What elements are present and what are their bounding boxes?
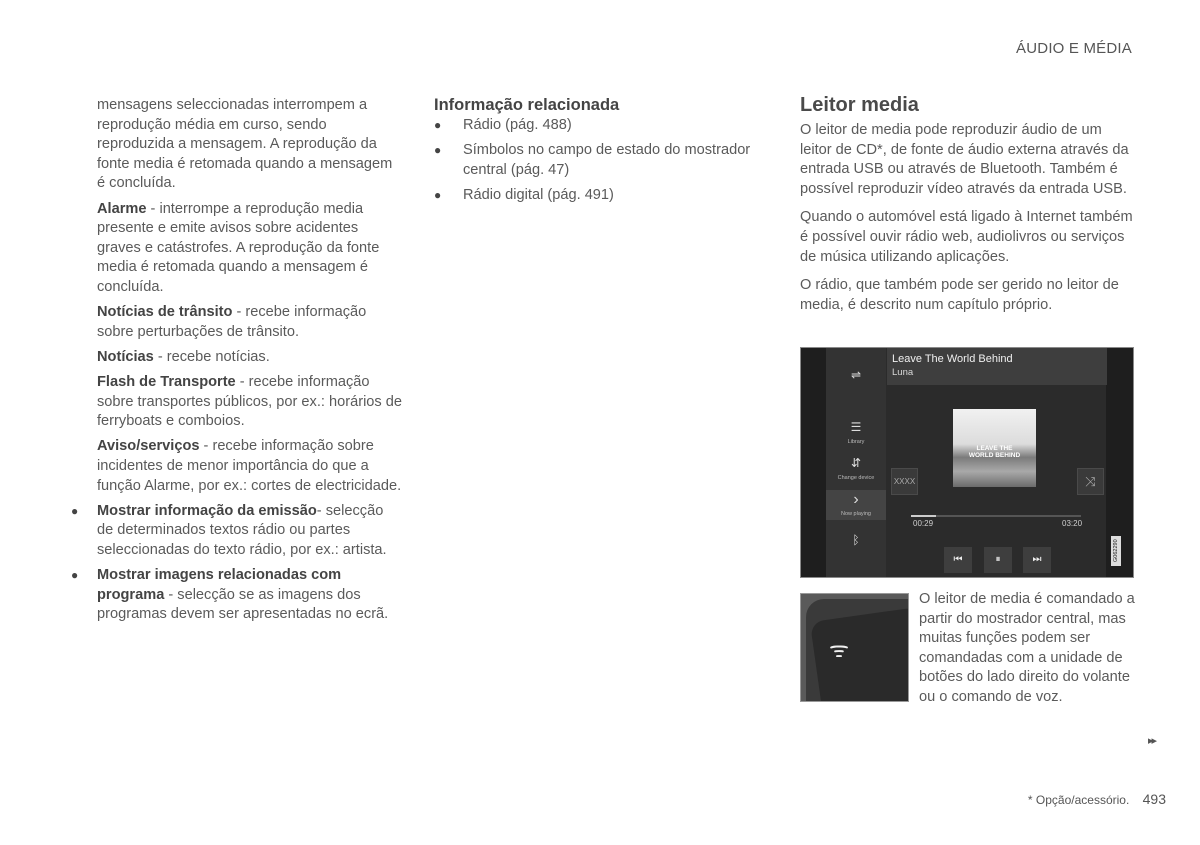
progress-fill (911, 515, 936, 517)
voice-button (810, 607, 909, 702)
bullet-dot-icon: ● (71, 568, 79, 583)
bullet-dot-icon: ● (434, 187, 442, 202)
bullet-term: Mostrar imagens relacionadas com programa (97, 567, 342, 603)
usb-icon: ⇌ (850, 368, 862, 382)
column-left (71, 96, 403, 631)
definition-text: - recebe informação sobre incidentes de menor importância do que a função Alarme, por ex.: cortes de electricidade. (97, 438, 402, 494)
column-middle (434, 96, 774, 211)
continue-arrows-icon: ▸▸ (1148, 735, 1156, 747)
bullet-dot-icon: ● (434, 118, 442, 132)
bullet-item (71, 566, 402, 625)
voice-control-icon: ᯤ (829, 637, 850, 662)
definition-term: Flash de Transporte (97, 374, 236, 391)
definition-item (97, 348, 402, 368)
definition-term: Alarme (97, 200, 147, 217)
time-elapsed: 00:29 (913, 519, 934, 528)
sidebar-label-now-playing: Now playing (841, 511, 871, 517)
artist-name: Luna (892, 367, 914, 378)
related-link[interactable] (434, 116, 774, 136)
related-link-text[interactable]: Símbolos no campo de estado do mostrador central (pág. 47) (463, 142, 751, 178)
definition-item (97, 303, 402, 342)
related-info-heading: Informação relacionada (434, 96, 620, 114)
footnote: * Opção/acessório. (1027, 793, 1130, 807)
photo-caption: O leitor de media é comandado a partir do mostrador central, mas muitas funções podem ser comandadas com a unidade de botões do lado direito do volante ou o comando de voz. (919, 591, 1135, 705)
definition-term: Notícias de trânsito (97, 304, 233, 321)
steering-wheel-photo (800, 593, 909, 702)
library-icon: ☰ (850, 420, 862, 434)
body-paragraph: Quando o automóvel está ligado à Internet também é possível ouvir rádio web, audiolivros ou serviços de música utilizando aplicações. (800, 209, 1133, 265)
change-device-icon: ⇵ (850, 456, 862, 470)
definition-term: Notícias (97, 348, 154, 365)
image-reference-id: G062290 (1111, 536, 1121, 566)
song-title: Leave The World Behind (892, 353, 1013, 365)
column-right (800, 94, 1134, 324)
bullet-text: - selecção de determinados textos rádio ou partes seleccionadas do texto rádio, por ex.: artista. (97, 502, 387, 559)
bullet-item (71, 502, 402, 561)
progress-bar (911, 515, 1081, 517)
section-title: Leitor media (800, 94, 919, 116)
bluetooth-icon: ᛒ (852, 533, 860, 547)
related-link[interactable] (434, 186, 774, 206)
bullet-term: Mostrar informação da emissão (97, 502, 317, 519)
album-cover (953, 409, 1036, 487)
definition-text: - recebe informação sobre transportes públicos, por ex.: horários de ferryboats e comboios. (97, 374, 403, 430)
definition-text: - recebe informação sobre perturbações de trânsito. (97, 304, 367, 340)
body-paragraph: O leitor de media pode reproduzir áudio de um leitor de CD*, de fonte de áudio externa através da entrada USB ou através de Bluetooth. Também é possível reproduzir vídeo através da entrada USB. (800, 122, 1129, 197)
sidebar-label-change-device: Change device (837, 475, 875, 481)
bullet-dot-icon: ● (71, 503, 79, 518)
page-footer (1028, 791, 1166, 807)
previous-track-icon: ⏮ (944, 547, 972, 573)
definition-item (97, 437, 402, 496)
related-link-text[interactable]: Rádio (pág. 488) (463, 117, 572, 133)
definition-item (97, 373, 402, 432)
page-number: 493 (1142, 791, 1166, 807)
pause-icon: ⏸ (984, 547, 1012, 573)
bullet-text: - selecção se as imagens dos programas devem ser apresentadas no ecrã. (97, 586, 389, 623)
section-header: ÁUDIO E MÉDIA (1016, 40, 1132, 57)
definition-text: - interrompe a reprodução media presente e emite avisos sobre acidentes graves e catástrofes. A reprodução da fonte media é retomada quando a mensagem é concluída. (97, 200, 380, 295)
intro-paragraph: mensagens seleccionadas interrompem a reprodução média em curso, sendo reproduzida a mensagem. A reprodução da fonte media é retomada quando a mensagem é concluída. (97, 97, 393, 192)
definition-term: Aviso/serviços (97, 438, 200, 455)
definition-text: - recebe notícias. (153, 348, 270, 365)
screen-left-bezel (801, 348, 826, 577)
body-paragraph: O rádio, que também pode ser gerido no leitor de media, é descrito num capítulo próprio. (800, 277, 1119, 313)
left-side-button: XXXX (891, 468, 918, 495)
shuffle-icon: ⤨ (1077, 468, 1104, 495)
album-cover-line: LEAVE THE (976, 445, 1013, 452)
sidebar-label-library: Library (847, 439, 865, 445)
bullet-dot-icon: ● (434, 143, 442, 158)
definition-item (97, 200, 402, 298)
related-link[interactable] (434, 141, 774, 180)
time-total: 03:20 (1062, 519, 1083, 528)
now-playing-icon: › (853, 491, 859, 508)
album-cover-text (953, 445, 1036, 459)
related-link-text[interactable]: Rádio digital (pág. 491) (463, 186, 614, 203)
media-player-screenshot (800, 347, 1134, 578)
next-track-icon: ⏭ (1023, 547, 1051, 573)
album-cover-line: WORLD BEHIND (968, 452, 1021, 459)
